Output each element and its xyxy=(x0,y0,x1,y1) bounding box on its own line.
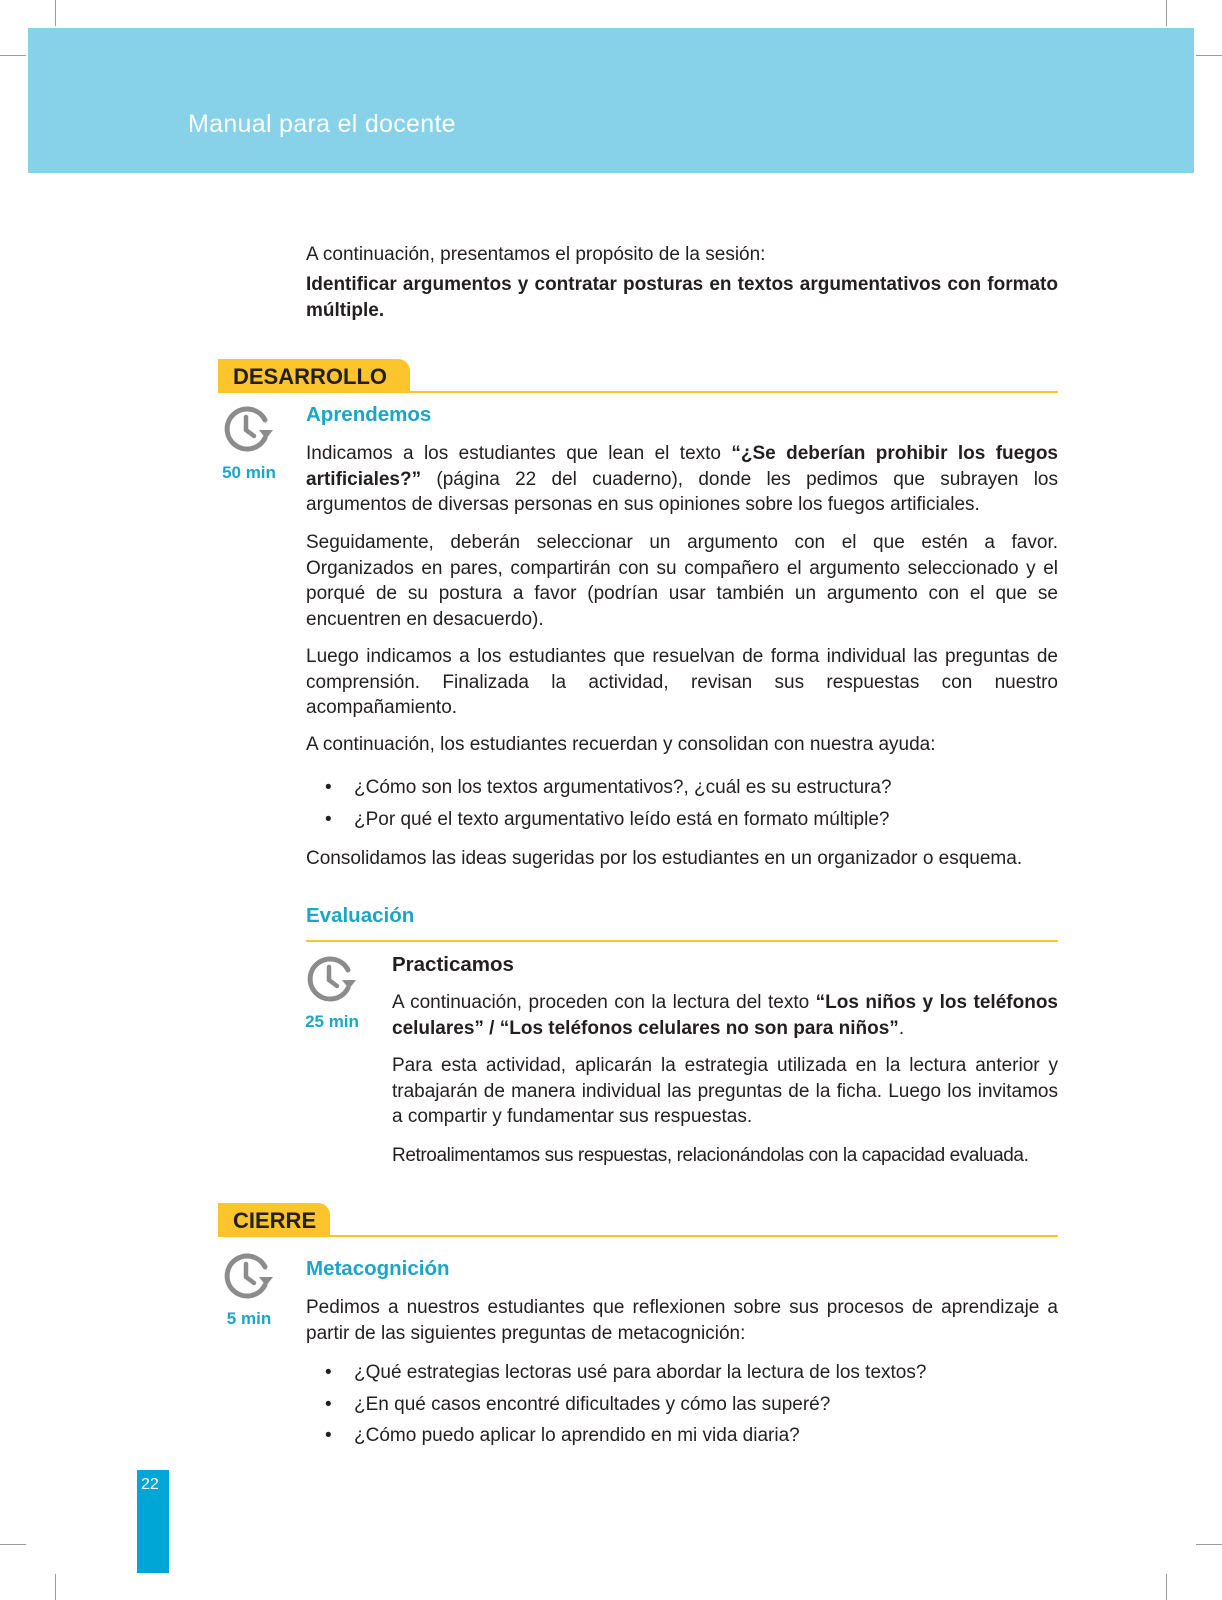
metacognicion-paragraph: Pedimos a nuestros estudiantes que reflexionen sobre sus procesos de aprendizaje a partir de las siguientes preguntas de metacognición: xyxy=(306,1297,1058,1344)
session-purpose: Identificar argumentos y contratar posturas en textos argumentativos con formato múltiple. xyxy=(306,274,1058,321)
header-band xyxy=(28,28,1194,173)
duration-label: 50 min xyxy=(222,463,276,482)
crop-mark xyxy=(0,1544,26,1545)
crop-mark xyxy=(55,1574,56,1600)
evaluacion-paragraph-1: A continuación, proceden con la lectura del texto “Los niños y los teléfonos celulares” / “Los teléfonos celulares no son para niños”. xyxy=(392,992,1058,1039)
duration-label: 5 min xyxy=(226,1309,272,1328)
evaluacion-paragraph-3: Retroalimentamos sus respuestas, relacionándolas con la capacidad evaluada. xyxy=(392,1145,1029,1166)
section-rule xyxy=(218,391,1058,393)
page-number: 22 xyxy=(141,1476,159,1493)
list-item: • ¿Qué estrategias lectoras usé para abordar la lectura de los textos? xyxy=(306,1360,1058,1392)
subheading-aprendemos: Aprendemos xyxy=(306,403,432,426)
section-rule xyxy=(306,940,1058,942)
evaluacion-paragraph-2: Para esta actividad, aplicarán la estrategia utilizada en la lectura anterior y trabajarán de manera individual las preguntas de la ficha. Luego los invitamos a compartir y fundamentar sus respuestas. xyxy=(392,1055,1058,1127)
list-item: • ¿Cómo puedo aplicar lo aprendido en mi vida diaria? xyxy=(306,1423,1058,1455)
subheading-practicamos: Practicamos xyxy=(392,953,514,976)
aprendemos-paragraph-5: Consolidamos las ideas sugeridas por los estudiantes en un organizador o esquema. xyxy=(306,848,1023,869)
aprendemos-bullet-list xyxy=(306,775,1058,838)
duration-label: 25 min xyxy=(305,1012,359,1031)
list-item: • ¿En qué casos encontré dificultades y cómo las superé? xyxy=(306,1392,1058,1424)
aprendemos-paragraph-3: Luego indicamos a los estudiantes que resuelvan de forma individual las preguntas de comprensión. Finalizada la actividad, revisan sus respuestas con nuestro acompañamiento. xyxy=(306,646,1058,718)
clock-icon xyxy=(221,1250,277,1302)
section-tab-cierre: CIERRE xyxy=(218,1203,330,1237)
subheading-metacognicion: Metacognición xyxy=(306,1257,450,1280)
crop-mark xyxy=(55,0,56,26)
clock-icon xyxy=(304,953,360,1005)
list-item: • ¿Por qué el texto argumentativo leído está en formato múltiple? xyxy=(306,807,1058,839)
header-title: Manual para el docente xyxy=(188,110,456,138)
aprendemos-paragraph-4: A continuación, los estudiantes recuerdan y consolidan con nuestra ayuda: xyxy=(306,734,936,755)
crop-mark xyxy=(1166,1574,1167,1600)
subheading-evaluacion: Evaluación xyxy=(306,904,415,927)
clock-icon xyxy=(221,403,277,455)
section-tab-desarrollo: DESARROLLO xyxy=(218,359,410,393)
crop-mark xyxy=(1166,0,1167,26)
aprendemos-paragraph-2: Seguidamente, deberán seleccionar un argumento con el que estén a favor. Organizados en pares, compartirán con su compañero el argumento seleccionado y el porqué de su postura a favor (podrían usar también un argumento con el que se encuentren en desacuerdo). xyxy=(306,532,1058,630)
list-item: • ¿Cómo son los textos argumentativos?, ¿cuál es su estructura? xyxy=(306,775,1058,807)
crop-mark xyxy=(1196,1544,1222,1545)
intro-lead: A continuación, presentamos el propósito de la sesión: xyxy=(306,244,766,265)
aprendemos-paragraph-1: Indicamos a los estudiantes que lean el texto “¿Se deberían prohibir los fuegos artificiales?” (página 22 del cuaderno), donde les pedimos que subrayen los argumentos de diversas personas en sus opiniones sobre los fuegos artificiales. xyxy=(306,443,1059,515)
crop-mark xyxy=(1196,55,1222,56)
section-rule xyxy=(218,1235,1058,1237)
metacognicion-bullet-list xyxy=(306,1360,1058,1455)
crop-mark xyxy=(0,55,26,56)
